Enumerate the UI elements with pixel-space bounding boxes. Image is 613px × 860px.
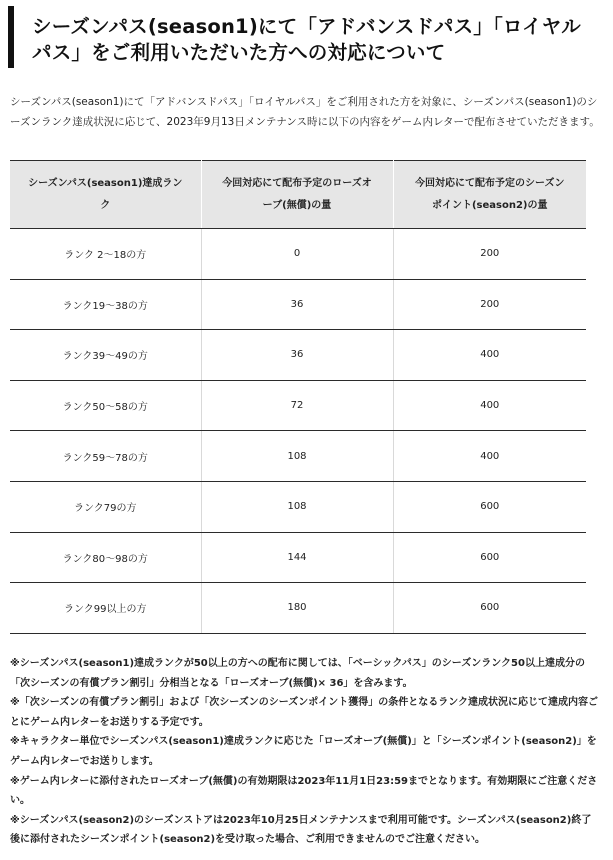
table-header-row <box>10 161 586 229</box>
rose-orb-cell: 0 <box>201 229 393 280</box>
rank-cell: ランク 2〜18の方 <box>10 229 201 280</box>
intro-paragraph: シーズンパス(season1)にて「アドバンスドパス」「ロイヤルパス」をご利用された方を対象に、シーズンパス(season1)のシーズンランク達成状況に応じて、2023年9月13日メンテナンス時に以下の内容をゲーム内レターで配布させていただきます。 <box>10 96 600 128</box>
rank-cell: ランク50〜58の方 <box>10 380 201 431</box>
season-point-cell: 400 <box>393 431 586 482</box>
header-rose-orb: 今回対応にて配布予定のローズオーブ(無償)の量 <box>201 161 393 229</box>
notes-section <box>10 654 600 850</box>
season-point-cell: 600 <box>393 481 586 532</box>
header-rank: シーズンパス(season1)達成ランク <box>10 161 201 229</box>
header-season-points: 今回対応にて配布予定のシーズンポイント(season2)の量 <box>393 161 586 229</box>
season-point-cell: 600 <box>393 532 586 583</box>
table-row <box>10 431 586 482</box>
note-item: ※シーズンパス(season2)のシーズンストアは2023年10月25日メンテナンスまで利用可能です。シーズンパス(season2)終了後に添付されたシーズンポイント(season2)を受け取った場合、ご利用できませんのでご注意ください。 <box>10 814 592 846</box>
rank-cell: ランク19〜38の方 <box>10 279 201 330</box>
reward-table <box>10 160 586 634</box>
season-point-cell: 200 <box>393 279 586 330</box>
table-row <box>10 481 586 532</box>
rank-cell: ランク59〜78の方 <box>10 431 201 482</box>
page-title: シーズンパス(season1)にて「アドバンスドパス」「ロイヤルパス」をご利用いただいた方への対応について <box>32 15 581 64</box>
title-block <box>8 6 598 68</box>
rose-orb-cell: 72 <box>201 380 393 431</box>
table-row <box>10 279 586 330</box>
season-point-cell: 600 <box>393 583 586 634</box>
note-item: ※「次シーズンの有償プラン割引」および「次シーズンのシーズンポイント獲得」の条件となるランク達成状況に応じて達成内容ごとにゲーム内レターをお送りする予定です。 <box>10 697 599 728</box>
note-item: ※シーズンパス(season1)達成ランクが50以上の方への配布に関しては、「ベーシックパス」のシーズンランク50以上達成分の「次シーズンの有償プラン割引」分相当となる「ローズオーブ(無償)× 36」を含みます。 <box>10 658 585 689</box>
rose-orb-cell: 108 <box>201 481 393 532</box>
season-point-cell: 400 <box>393 380 586 431</box>
rose-orb-cell: 36 <box>201 279 393 330</box>
rank-cell: ランク99以上の方 <box>10 583 201 634</box>
rose-orb-cell: 36 <box>201 330 393 381</box>
rose-orb-cell: 108 <box>201 431 393 482</box>
rank-cell: ランク80〜98の方 <box>10 532 201 583</box>
rose-orb-cell: 180 <box>201 583 393 634</box>
table-row <box>10 532 586 583</box>
table-row <box>10 380 586 431</box>
note-item: ※キャラクター単位でシーズンパス(season1)達成ランクに応じた「ローズオーブ(無償)」と「シーズンポイント(season2)」をゲーム内レターでお送りします。 <box>10 736 597 767</box>
rose-orb-cell: 144 <box>201 532 393 583</box>
season-point-cell: 400 <box>393 330 586 381</box>
note-item: ※ゲーム内レターに添付されたローズオーブ(無償)の有効期限は2023年11月1日23:59までとなります。有効期限にご注意ください。 <box>10 775 598 807</box>
rank-cell: ランク39〜49の方 <box>10 330 201 381</box>
rank-cell: ランク79の方 <box>10 481 201 532</box>
table-row <box>10 229 586 280</box>
season-point-cell: 200 <box>393 229 586 280</box>
table-row <box>10 583 586 634</box>
table-row <box>10 330 586 381</box>
